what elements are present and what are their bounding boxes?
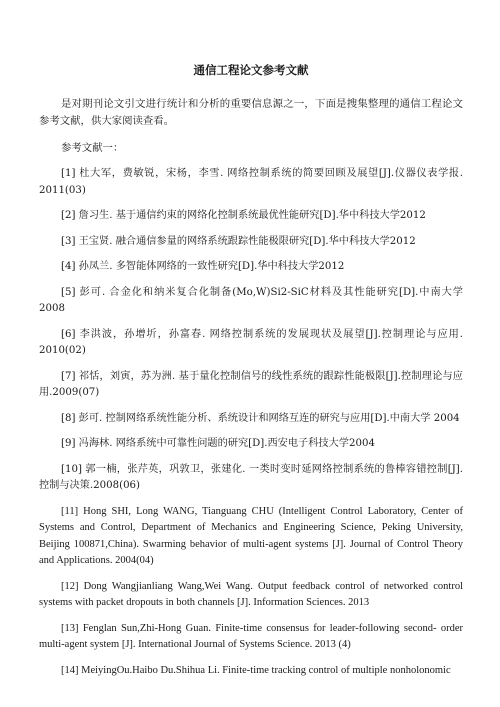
reference-item: [1] 杜大军，费敏锐，宋杨，李雪. 网络控制系统的简要回顾及展望[J].仪器仪表学报. 2011(03)	[39, 168, 463, 196]
reference-item: [7] 祁恬，刘寅，苏为洲. 基于量化控制信号的线性系统的跟踪性能极限[J].控制理论与应用.2009(07)	[39, 370, 463, 398]
document-title: 通信工程论文参考文献	[193, 63, 309, 77]
reference-item: [5] 彭可. 合金化和纳米复合化制备(Mo,W)Si2-SiC材料及其性能研究[D].中南大学 2008	[39, 286, 463, 314]
reference-item: [10] 郭一楠，张芹英，巩敦卫，张建化. 一类时变时延网络控制系统的鲁棒容错控制[J].控制与决策.2008(06)	[39, 463, 463, 491]
section-label: 参考文献一：	[61, 142, 124, 154]
reference-item: [4] 孙凤兰. 多智能体网络的一致性研究[D].华中科技大学2012	[61, 261, 345, 272]
reference-item: [11] Hong SHI, Long WANG, Tianguang CHU (Intelligent Control Laboratory, Center of Systems and Control, Department of Mechanics and Engineering Science, Peking University, Beijing 100871,China). Swarming behavior of multi-agent systems [J]. Journal of Control Theory and Applications. 2004(04)	[39, 505, 463, 566]
reference-item: [2] 詹习生. 基于通信约束的网络化控制系统最优性能研究[D].华中科技大学2012	[61, 210, 426, 221]
reference-item: [6] 李洪波，孙增圻，孙富春. 网络控制系统的发展现状及展望[J].控制理论与应用. 2010(02)	[39, 328, 463, 356]
reference-item: [13] Fenglan Sun,Zhi-Hong Guan. Finite-time consensus for leader-following second- order multi-agent system [J]. International Journal of Systems Science. 2013 (4)	[39, 622, 463, 650]
document-page	[39, 62, 463, 688]
reference-item: [9] 冯海林. 网络系统中可靠性问题的研究[D].西安电子科技大学2004	[61, 438, 375, 449]
reference-item: [14] MeiyingOu.Haibo Du.Shihua Li. Finite-time tracking control of multiple nonholonomic	[61, 664, 451, 676]
reference-item: [3] 王宝贤. 融合通信参量的网络系统跟踪性能极限研究[D].华中科技大学2012	[61, 235, 416, 247]
intro-paragraph: 是对期刊论文引文进行统计和分析的重要信息源之一，下面是搜集整理的通信工程论文参考文献，供大家阅读查看。	[39, 98, 463, 127]
reference-item: [12] Dong Wangjianliang Wang,Wei Wang. Output feedback control of networked control systems with packet dropouts in both channels [J]. Information Sciences. 2013	[39, 580, 463, 608]
reference-item: [8] 彭可. 控制网络系统性能分析、系统设计和网络互连的研究与应用[D].中南大学 2004	[61, 412, 460, 424]
